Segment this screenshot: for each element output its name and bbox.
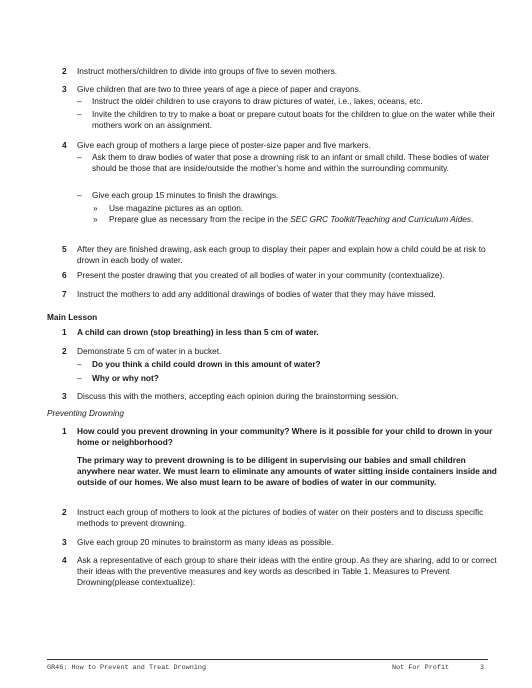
step-number: 6: [62, 270, 67, 280]
section-heading: Main Lesson: [47, 312, 98, 322]
dash-bullet: –: [77, 373, 82, 383]
bullet-text: Invite the children to try to make a boat or prepare cutout boats for the children to glue on the water while their mothers work on an assignment.: [92, 109, 496, 130]
step-3: [62, 84, 502, 95]
step-text: Give each group 20 minutes to brainstorm as many ideas as possible.: [77, 537, 334, 547]
question-text: Why or why not?: [92, 373, 159, 383]
step-text: Discuss this with the mothers, accepting each opinion during the brainstorming session.: [77, 391, 399, 401]
list-item: [77, 152, 502, 185]
step-text: Demonstrate 5 cm of water in a bucket.: [77, 346, 222, 356]
main-step-1: [62, 327, 502, 338]
sub-bullet-text-start: Prepare glue as necessary from the recipe in the: [109, 214, 291, 224]
step-6: [62, 270, 502, 281]
dash-bullet: –: [77, 109, 82, 119]
main-step-3: [62, 391, 502, 402]
list-item: [77, 373, 502, 384]
sub-bullet-text-end: .: [471, 214, 474, 224]
dash-bullet: –: [77, 190, 82, 200]
step-text: Give each group of mothers a large piece of poster-size paper and five markers.: [77, 140, 371, 150]
step-number: 7: [62, 289, 67, 299]
footer-divider: [47, 659, 488, 660]
sub-bullet-text: Use magazine pictures as an option.: [109, 203, 244, 213]
step-7: [62, 289, 502, 300]
question-text: How could you prevent drowning in your community? Where is it possible for your child to drown in your home or neighborhood?: [77, 426, 493, 447]
step-text: Present the poster drawing that you created of all bodies of water in your community (contextualize).: [77, 270, 445, 280]
list-item: [77, 190, 502, 201]
footer-title: GR46: How to Prevent and Treat Drowning: [47, 664, 207, 672]
page-number: 3: [480, 664, 485, 672]
step-number: 4: [62, 555, 67, 565]
step-text: A child can drown (stop breathing) in less than 5 cm of water.: [77, 327, 319, 337]
answer-text: The primary way to prevent drowning is to be diligent in supervising our babies and small children anywhere near water. We must learn to eliminate any amounts of water sitting inside containers inside and outside of our homes. We also must learn to be aware of bodies of water in our community.: [77, 455, 497, 487]
chevron-right-icon: »: [93, 203, 98, 213]
step-text: Instruct mothers/children to divide into groups of five to seven mothers.: [77, 66, 338, 76]
step-5: [62, 244, 502, 266]
subsection-heading: Preventing Drowning: [47, 408, 125, 418]
dash-bullet: –: [77, 152, 82, 162]
step-4: [62, 140, 502, 151]
step-number: 2: [62, 66, 67, 76]
question-text: Do you think a child could drown in this amount of water?: [92, 359, 321, 369]
step-number: 3: [62, 537, 67, 547]
list-item: [77, 109, 502, 131]
prevent-step-2: [62, 507, 502, 529]
step-number: 1: [62, 327, 67, 337]
step-number: 1: [62, 426, 67, 436]
bullet-text: Give each group 15 minutes to finish the drawings.: [92, 190, 279, 200]
sub-list-item: [93, 203, 502, 214]
step-text: Instruct each group of mothers to look at the pictures of bodies of water on their posters and to discuss specific methods to prevent drowning.: [77, 507, 484, 528]
chevron-right-icon: »: [93, 214, 98, 224]
step-text: After they are finished drawing, ask each group to display their paper and explain how a child could be at risk to drown in each body of water.: [77, 244, 486, 265]
step-number: 2: [62, 507, 67, 517]
footer-notice: Not For Profit: [392, 664, 450, 672]
prevent-step-4: [62, 555, 502, 588]
prevent-step-1: [62, 426, 502, 448]
step-number: 3: [62, 391, 67, 401]
list-item: [77, 359, 502, 370]
dash-bullet: –: [77, 359, 82, 369]
step-number: 5: [62, 244, 67, 254]
step-text: Ask a representative of each group to share their ideas with the entire group. As they are sharing, add to or correct their ideas with the preventive measures and key words as described in Table 1. Measures to Prevent Drowning(please contextualize):: [77, 555, 497, 587]
step-2: [62, 66, 502, 77]
list-item: [77, 96, 502, 107]
sub-list-item: [93, 214, 502, 236]
toolkit-reference: SEC GRC Toolkit/Teaching and Curriculum Aides: [290, 214, 472, 224]
bullet-text: Ask them to draw bodies of water that pose a drowning risk to an infant or small child. These bodies of water should be those that are inside/outside the mother’s home and within the surrounding community.: [92, 152, 490, 173]
dash-bullet: –: [77, 96, 82, 106]
step-number: 4: [62, 140, 67, 150]
bullet-text: Instruct the older children to use crayons to draw pictures of water, i.e., lakes, oceans, etc.: [92, 96, 423, 106]
step-number: 3: [62, 84, 67, 94]
step-text: Give children that are two to three years of age a piece of paper and crayons.: [77, 84, 362, 94]
step-number: 2: [62, 346, 67, 356]
prevent-step-3: [62, 537, 502, 548]
step-text: Instruct the mothers to add any additional drawings of bodies of water that they may have missed.: [77, 289, 436, 299]
prevent-answer: [62, 455, 502, 499]
sub-bullet-text: [109, 214, 502, 225]
main-step-2: [62, 346, 502, 357]
